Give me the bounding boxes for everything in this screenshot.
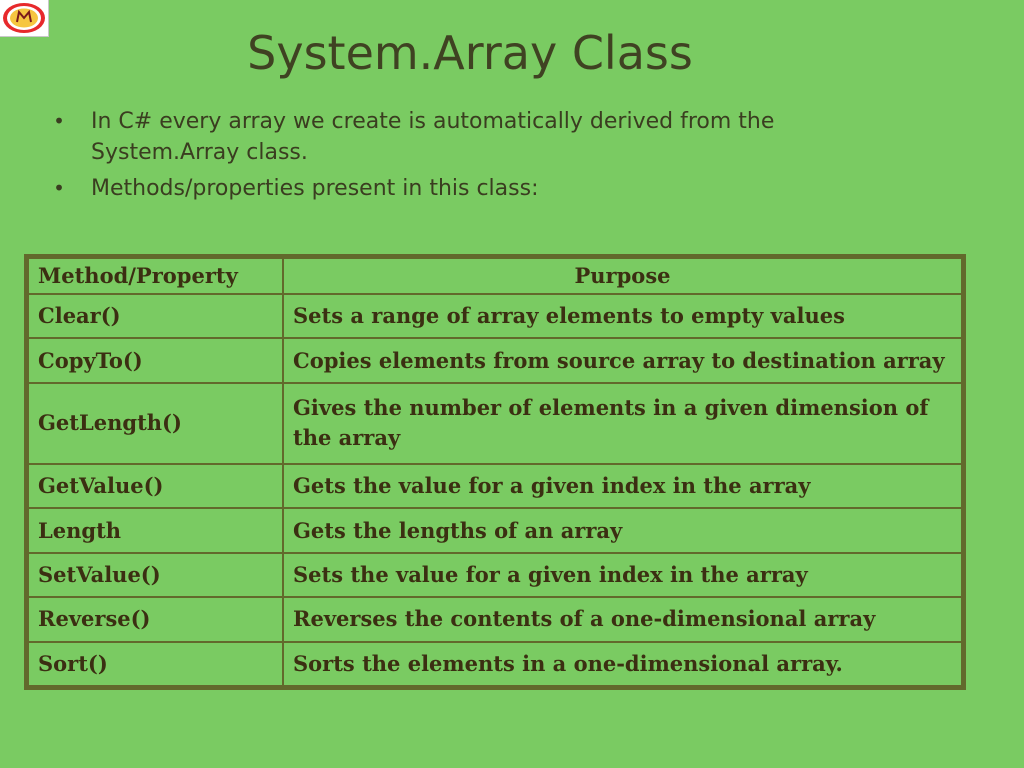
table-row	[28, 642, 962, 686]
table-row	[28, 294, 962, 338]
table-row	[28, 338, 962, 382]
purpose-cell: Gets the lengths of an array	[283, 508, 962, 552]
table-row	[28, 597, 962, 641]
bullet-text: Methods/properties present in this class:	[91, 176, 539, 201]
method-cell: GetLength()	[28, 383, 283, 464]
table-header-row	[28, 258, 962, 294]
method-cell: CopyTo()	[28, 338, 283, 382]
bullet-dot-icon: •	[53, 176, 65, 200]
bullet-item	[52, 173, 852, 204]
bullet-item	[52, 106, 852, 168]
method-cell: SetValue()	[28, 553, 283, 597]
purpose-cell: Gives the number of elements in a given dimension of the array	[283, 383, 962, 464]
bullet-list	[52, 106, 852, 209]
purpose-cell: Copies elements from source array to destination array	[283, 338, 962, 382]
header-method: Method/Property	[28, 258, 283, 294]
slide-title: System.Array Class	[247, 26, 693, 80]
method-cell: Clear()	[28, 294, 283, 338]
purpose-cell: Reverses the contents of a one-dimensional array	[283, 597, 962, 641]
header-purpose: Purpose	[283, 258, 962, 294]
method-cell: Sort()	[28, 642, 283, 686]
method-cell: Reverse()	[28, 597, 283, 641]
bullet-dot-icon: •	[53, 109, 65, 133]
methods-table	[24, 254, 966, 690]
methods-table-grid	[27, 257, 963, 687]
purpose-cell: Sets the value for a given index in the array	[283, 553, 962, 597]
purpose-cell: Sets a range of array elements to empty values	[283, 294, 962, 338]
method-cell: GetValue()	[28, 464, 283, 508]
bullet-text: In C# every array we create is automatically derived from the System.Array class.	[91, 109, 775, 165]
purpose-cell: Sorts the elements in a one-dimensional array.	[283, 642, 962, 686]
table-row	[28, 464, 962, 508]
table-row	[28, 508, 962, 552]
purpose-cell: Gets the value for a given index in the array	[283, 464, 962, 508]
table-row	[28, 553, 962, 597]
method-cell: Length	[28, 508, 283, 552]
table-row	[28, 383, 962, 464]
